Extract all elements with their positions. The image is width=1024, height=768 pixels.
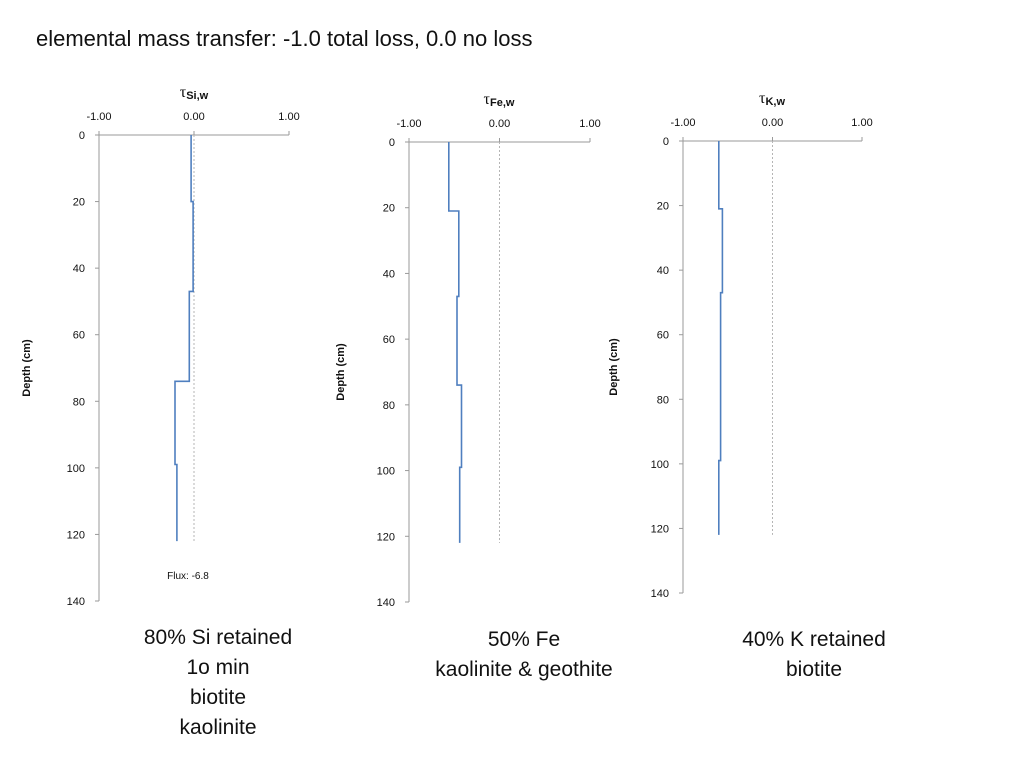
- tau-symbol: τ: [483, 91, 490, 108]
- x-tick-label: 0.00: [183, 111, 205, 123]
- caption-line: kaolinite: [179, 716, 257, 739]
- x-tick-label: 1.00: [278, 111, 300, 123]
- y-tick-label: 60: [656, 329, 669, 342]
- y-tick-label: 60: [382, 334, 395, 347]
- caption-fe: [404, 625, 644, 685]
- x-tick-label: 0.00: [488, 118, 511, 130]
- x-tick-label: -1.00: [396, 118, 422, 130]
- x-tick-label: 1.00: [851, 117, 873, 129]
- depth-profile-series: [449, 142, 462, 543]
- y-tick-label: 0: [662, 136, 669, 148]
- caption-si: [118, 623, 318, 743]
- y-tick-label: 120: [650, 523, 669, 536]
- caption-line: kaolinite & geothite: [435, 658, 613, 681]
- depth-profile-series: [175, 135, 194, 541]
- y-tick-label: 100: [66, 462, 85, 475]
- x-tick-label: -1.00: [86, 111, 112, 123]
- y-tick-label: 140: [650, 588, 669, 600]
- y-tick-label: 80: [656, 394, 669, 407]
- caption-line: 80% Si retained: [143, 626, 293, 649]
- chart-title: [759, 90, 785, 108]
- x-tick-label: 0.00: [761, 117, 784, 129]
- y-tick-label: 100: [650, 458, 669, 471]
- y-tick-label: 40: [382, 268, 395, 281]
- chart-title: [484, 91, 515, 109]
- y-axis-label: Depth (cm): [608, 338, 620, 396]
- y-tick-label: 120: [66, 529, 85, 542]
- caption-line: 40% K retained: [742, 628, 886, 651]
- slide-title: elemental mass transfer: -1.0 total loss, 0.0 no loss: [36, 26, 533, 51]
- caption-line: biotite: [785, 658, 843, 681]
- x-tick-label: 1.00: [579, 118, 601, 130]
- tau-symbol: τ: [759, 90, 766, 107]
- caption-k: [714, 625, 914, 685]
- tau-symbol: τ: [179, 84, 187, 101]
- depth-profile-series: [719, 141, 723, 535]
- tau-subscript: K,w: [765, 96, 785, 108]
- y-tick-label: 20: [72, 196, 85, 209]
- y-tick-label: 80: [72, 396, 85, 409]
- caption-line: biotite: [189, 686, 247, 709]
- caption-line: 1o min: [186, 656, 250, 679]
- y-axis-label: Depth (cm): [21, 339, 33, 397]
- chart-title: [180, 84, 209, 102]
- y-tick-label: 20: [382, 202, 395, 215]
- tau-subscript: Si,w: [186, 90, 209, 102]
- y-tick-label: 0: [388, 137, 395, 149]
- y-tick-label: 0: [78, 130, 85, 142]
- y-tick-label: 40: [72, 263, 85, 276]
- y-tick-label: 120: [376, 531, 395, 544]
- y-tick-label: 20: [656, 200, 669, 213]
- tau-subscript: Fe,w: [489, 97, 515, 109]
- y-tick-label: 140: [66, 596, 85, 608]
- x-tick-label: -1.00: [670, 117, 696, 129]
- y-tick-label: 60: [72, 329, 85, 342]
- flux-annotation: Flux: -6.8: [167, 571, 209, 582]
- y-axis-label: Depth (cm): [335, 343, 347, 401]
- y-tick-label: 100: [376, 465, 395, 478]
- y-tick-label: 140: [376, 597, 395, 609]
- y-tick-label: 40: [656, 265, 669, 278]
- caption-line: 50% Fe: [487, 628, 561, 651]
- y-tick-label: 80: [382, 399, 395, 412]
